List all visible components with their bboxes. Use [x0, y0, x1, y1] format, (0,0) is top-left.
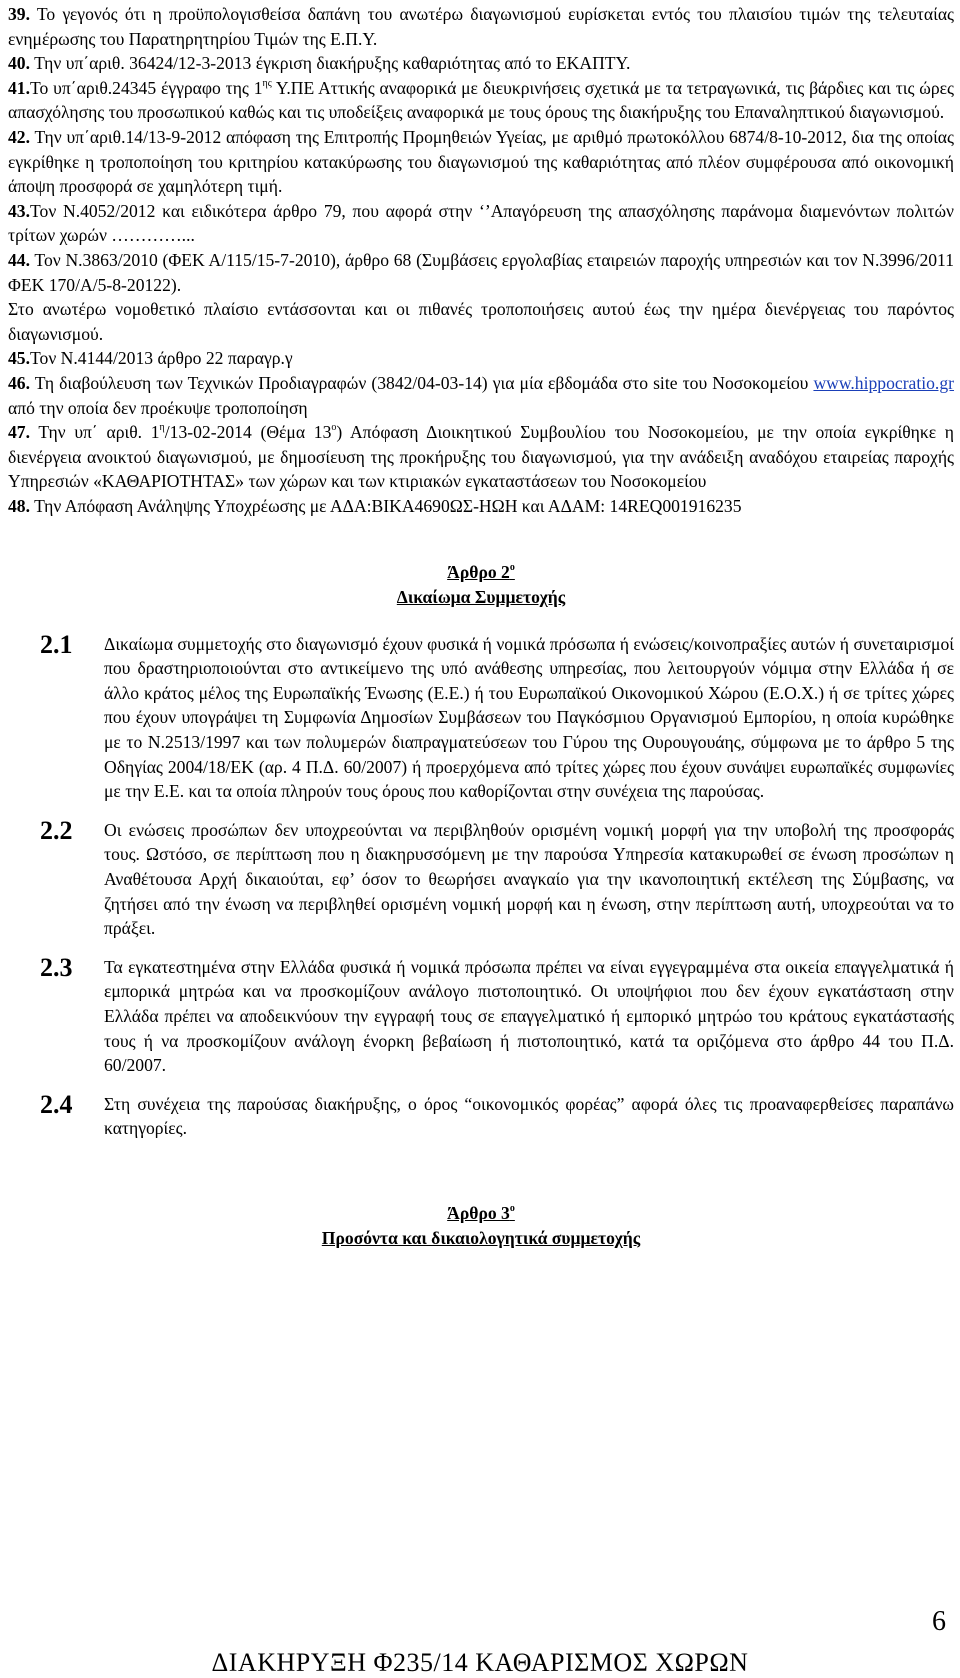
paragraph-text: Υ.ΠΕ Αττικής αναφορικά με διευκρινήσεις σχετικά με τα τετραγωνικά, τις βάρδιες και τις ώρες απασχόλησης του προσωπικού καθώς και τις υποδείξεις αναφορικά με τους όρους της διακήρυξης του Επαναληπτικού διαγωνισμού. [8, 77, 954, 123]
paragraph-text: Το γεγονός ότι η προϋπολογισθείσα δαπάνη του ανωτέρω διαγωνισμού ευρίσκεται εντός του πλαισίου τιμών της τελευταίας ενημέρωσης του Παρατηρητηρίου Τιμών της Ε.Π.Υ. [8, 4, 954, 49]
article-title-text: Άρθρο 3 [447, 1202, 510, 1223]
superscript: ο [331, 422, 337, 434]
paragraph-text: Τον Ν.3863/2010 (ΦΕΚ Α/115/15-7-2010), άρθρο 68 (Συμβάσεις εργολαβίας εταιρειών παροχής υπηρεσιών και τον Ν.3996/2011 ΦΕΚ 170/Α/5-8-20122). [8, 249, 954, 295]
item-text: Δικαίωμα συμμετοχής στο διαγωνισμό έχουν φυσικά ή νομικά πρόσωπα ή ενώσεις/κοινοπραξίες αυτών ή συνεταιρισμοί που δραστηριοποιούνται στο αντικείμενο της υπό ανάθεσης υπηρεσίας, που λειτουργούν νόμιμα στην Ελλάδα ή σε άλλο κράτος μέλος της Ευρωπαϊκής Ένωσης (Ε.Ε.) ή του Ευρωπαϊκού Οικονομικού Χώρου (Ε.Ο.Χ.) ή σε τρίτες χώρες που έχουν υπογράψει τη Συμφωνία Δημοσίων Συμβάσεων του Παγκόσμιου Οργανισμού Εμπορίου, η οποία κυρώθηκε με το Ν.2513/1997 και των πολυμερών διαπραγματεύσεων του Γύρου της Ουρουγουάης, σύμφωνα με το άρθρο 5 της Οδηγίας 2004/18/ΕΚ (αρ. 4 Π.Δ. 60/2007) ή προερχόμενα από τρίτες χώρες που έχουν συνάψει ευρωπαϊκές συμφωνίες με την Ε.Ε. και τα οποία πληρούν τους όρους που καθορίζονται στην συνέχεια της παρούσας. [104, 633, 954, 802]
item-text: Τα εγκατεστημένα στην Ελλάδα φυσικά ή νομικά πρόσωπα πρέπει να είναι εγγεγραμμένα στα οικεία επαγγελματικά ή εμπορικά μητρώα και να προσκομίζουν ανάλογο πιστοποιητικό. Οι υποψήφιοι που δεν έχουν εγκατάσταση στην Ελλάδα πρέπει να αποδεικνύουν την εγγραφή τους σε επαγγελματικό ή εμπορικό μητρώο του κράτους εγκατάστασής τους ή να προσκομίζουν ανάλογη ένορκη βεβαίωση ή πιστοποιητικό, κατά τα οριζόμενα στο άρθρο 44 του Π.Δ. 60/2007. [104, 956, 954, 1076]
paragraph-number: 39. [8, 4, 30, 24]
paragraph-text: Στο ανωτέρω νομοθετικό πλαίσιο εντάσσονται και οι πιθανές τροποποιήσεις αυτού έως την ημέρα διενέργειας του παρόντος διαγωνισμού. [8, 299, 954, 344]
paragraph-text: Τον Ν.4052/2012 και ειδικότερα άρθρο 79, που αφορά στην ‘’Απαγόρευση της απασχόλησης παράνομα διαμενόντων πολιτών τρίτων χωρών …………... [8, 200, 954, 246]
article-2-title [8, 560, 954, 585]
item-text: Οι ενώσεις προσώπων δεν υποχρεούνται να περιβληθούν ορισμένη νομική μορφή για την υποβολή της προσφοράς τους. Ωστόσο, σε περίπτωση που η διακηρυσσόμενη με την παρούσα Υπηρεσία κατακυρωθεί σε ένωση προσώπων η Αναθέτουσα Αρχή δικαιούται, εφ’ όσον το θεωρήσει αναγκαίο για την ικανοποιητική εκτέλεση της Σύμβασης, να ζητήσει από την ένωση να περιβληθεί ορισμένη νομική μορφή και η ένωση, στην περίπτωση αυτή, υποχρεούται να το πράξει. [104, 819, 954, 939]
superscript: ης [262, 77, 272, 89]
paragraph-43 [8, 199, 954, 248]
paragraph-number: 41. [8, 77, 30, 98]
paragraph-47 [8, 420, 954, 494]
document-body [8, 2, 954, 1250]
paragraph-number: 46. [8, 372, 30, 393]
paragraph-41 [8, 76, 954, 125]
paragraph-44 [8, 248, 954, 297]
article-item-2-3 [40, 952, 954, 1078]
article-item-2-2 [40, 815, 954, 941]
item-number: 2.4 [40, 1089, 73, 1119]
paragraph-text: Την Απόφαση Ανάληψης Υποχρέωσης με ΑΔΑ:ΒΙΚΑ4690ΩΣ-ΗΩΗ και ΑΔΑΜ: 14REQ001916235 [30, 495, 742, 516]
article-3-title [8, 1201, 954, 1226]
paragraph-number: 44. [8, 249, 30, 270]
paragraph-42 [8, 125, 954, 199]
paragraph-text: Το υπ΄αριθ.24345 έγγραφο της 1 [30, 77, 263, 98]
paragraph-45 [8, 346, 954, 371]
paragraph-46 [8, 371, 954, 420]
item-number: 2.3 [40, 952, 73, 982]
paragraph-text: Την υπ΄αριθ.14/13-9-2012 απόφαση της Επιτροπής Προμηθειών Υγείας, με αριθμό πρωτοκόλλου 6874/8-10-2012, δια της οποίας εγκρίθηκε η τροποποίηση του κριτηρίου κατακύρωσης του διαγωνισμού της καθαριότητας από πλέον συμφέρουσα από οικονομική άποψη προσφορά σε χαμηλότερη τιμή. [8, 126, 954, 197]
paragraph-number: 45. [8, 348, 30, 369]
page-number: 6 [932, 1606, 946, 1637]
paragraph-39 [8, 2, 954, 51]
paragraph-text: ) Απόφαση Διοικητικού Συμβουλίου του Νοσοκομείου, με την οποία εγκρίθηκε η διενέργεια ανοικτού διαγωνισμού, με δημοσίευση της προκήρυξης του διαγωνισμού, για την ανάδειξη αναδόχου εταιρείας παροχής Υπηρεσιών «ΚΑΘΑΡΙΟΤΗΤΑΣ» των χώρων και των κτιριακών εγκαταστάσεων του Νοσοκομείου [8, 422, 954, 492]
item-number: 2.2 [40, 815, 73, 845]
superscript: η [159, 422, 165, 434]
paragraph-text: από την οποία δεν προέκυψε τροποποίηση [8, 397, 308, 418]
article-3-subtitle: Προσόντα και δικαιολογητικά συμμετοχής [321, 1227, 641, 1248]
paragraph-number: 48. [8, 495, 30, 516]
superscript: ο [509, 562, 515, 574]
paragraph-40 [8, 51, 954, 76]
superscript: ο [509, 1202, 515, 1214]
paragraph-number: 42. [8, 126, 30, 147]
paragraph-text: /13-02-2014 (Θέμα 13 [164, 422, 332, 443]
item-text: Στη συνέχεια της παρούσας διακήρυξης, ο όρος “οικονομικός φορέας” αφορά όλες τις προαναφερθείσες παραπάνω κατηγορίες. [104, 1093, 954, 1139]
hospital-website-link[interactable]: www.hippocratio.gr [813, 372, 954, 393]
article-title-text: Άρθρο 2 [447, 562, 510, 583]
paragraph-44-note [8, 297, 954, 346]
paragraph-text: Την υπ΄ αριθ. 1 [30, 422, 160, 443]
article-item-2-1 [40, 629, 954, 804]
page-footer: ΔΙΑΚΗΡΥΞΗ Φ235/14 ΚΑΘΑΡΙΣΜΟΣ ΧΩΡΩΝ [211, 1648, 749, 1677]
item-number: 2.1 [40, 629, 73, 659]
paragraph-number: 40. [8, 53, 30, 74]
paragraph-number: 47. [8, 422, 30, 443]
paragraph-text: Τη διαβούλευση των Τεχνικών Προδιαγραφών (3842/04-03-14) για μία εβδομάδα στο site του Νοσοκομείου [30, 372, 814, 393]
paragraph-text: Τον Ν.4144/2013 άρθρο 22 παραγρ.γ [30, 348, 293, 369]
article-item-2-4 [40, 1089, 954, 1141]
paragraph-text: Την υπ΄αριθ. 36424/12-3-2013 έγκριση διακήρυξης καθαριότητας από το ΕΚΑΠΤΥ. [30, 53, 631, 74]
paragraph-48 [8, 494, 954, 519]
paragraph-number: 43. [8, 200, 30, 221]
article-2-subtitle: Δικαίωμα Συμμετοχής [396, 587, 566, 608]
